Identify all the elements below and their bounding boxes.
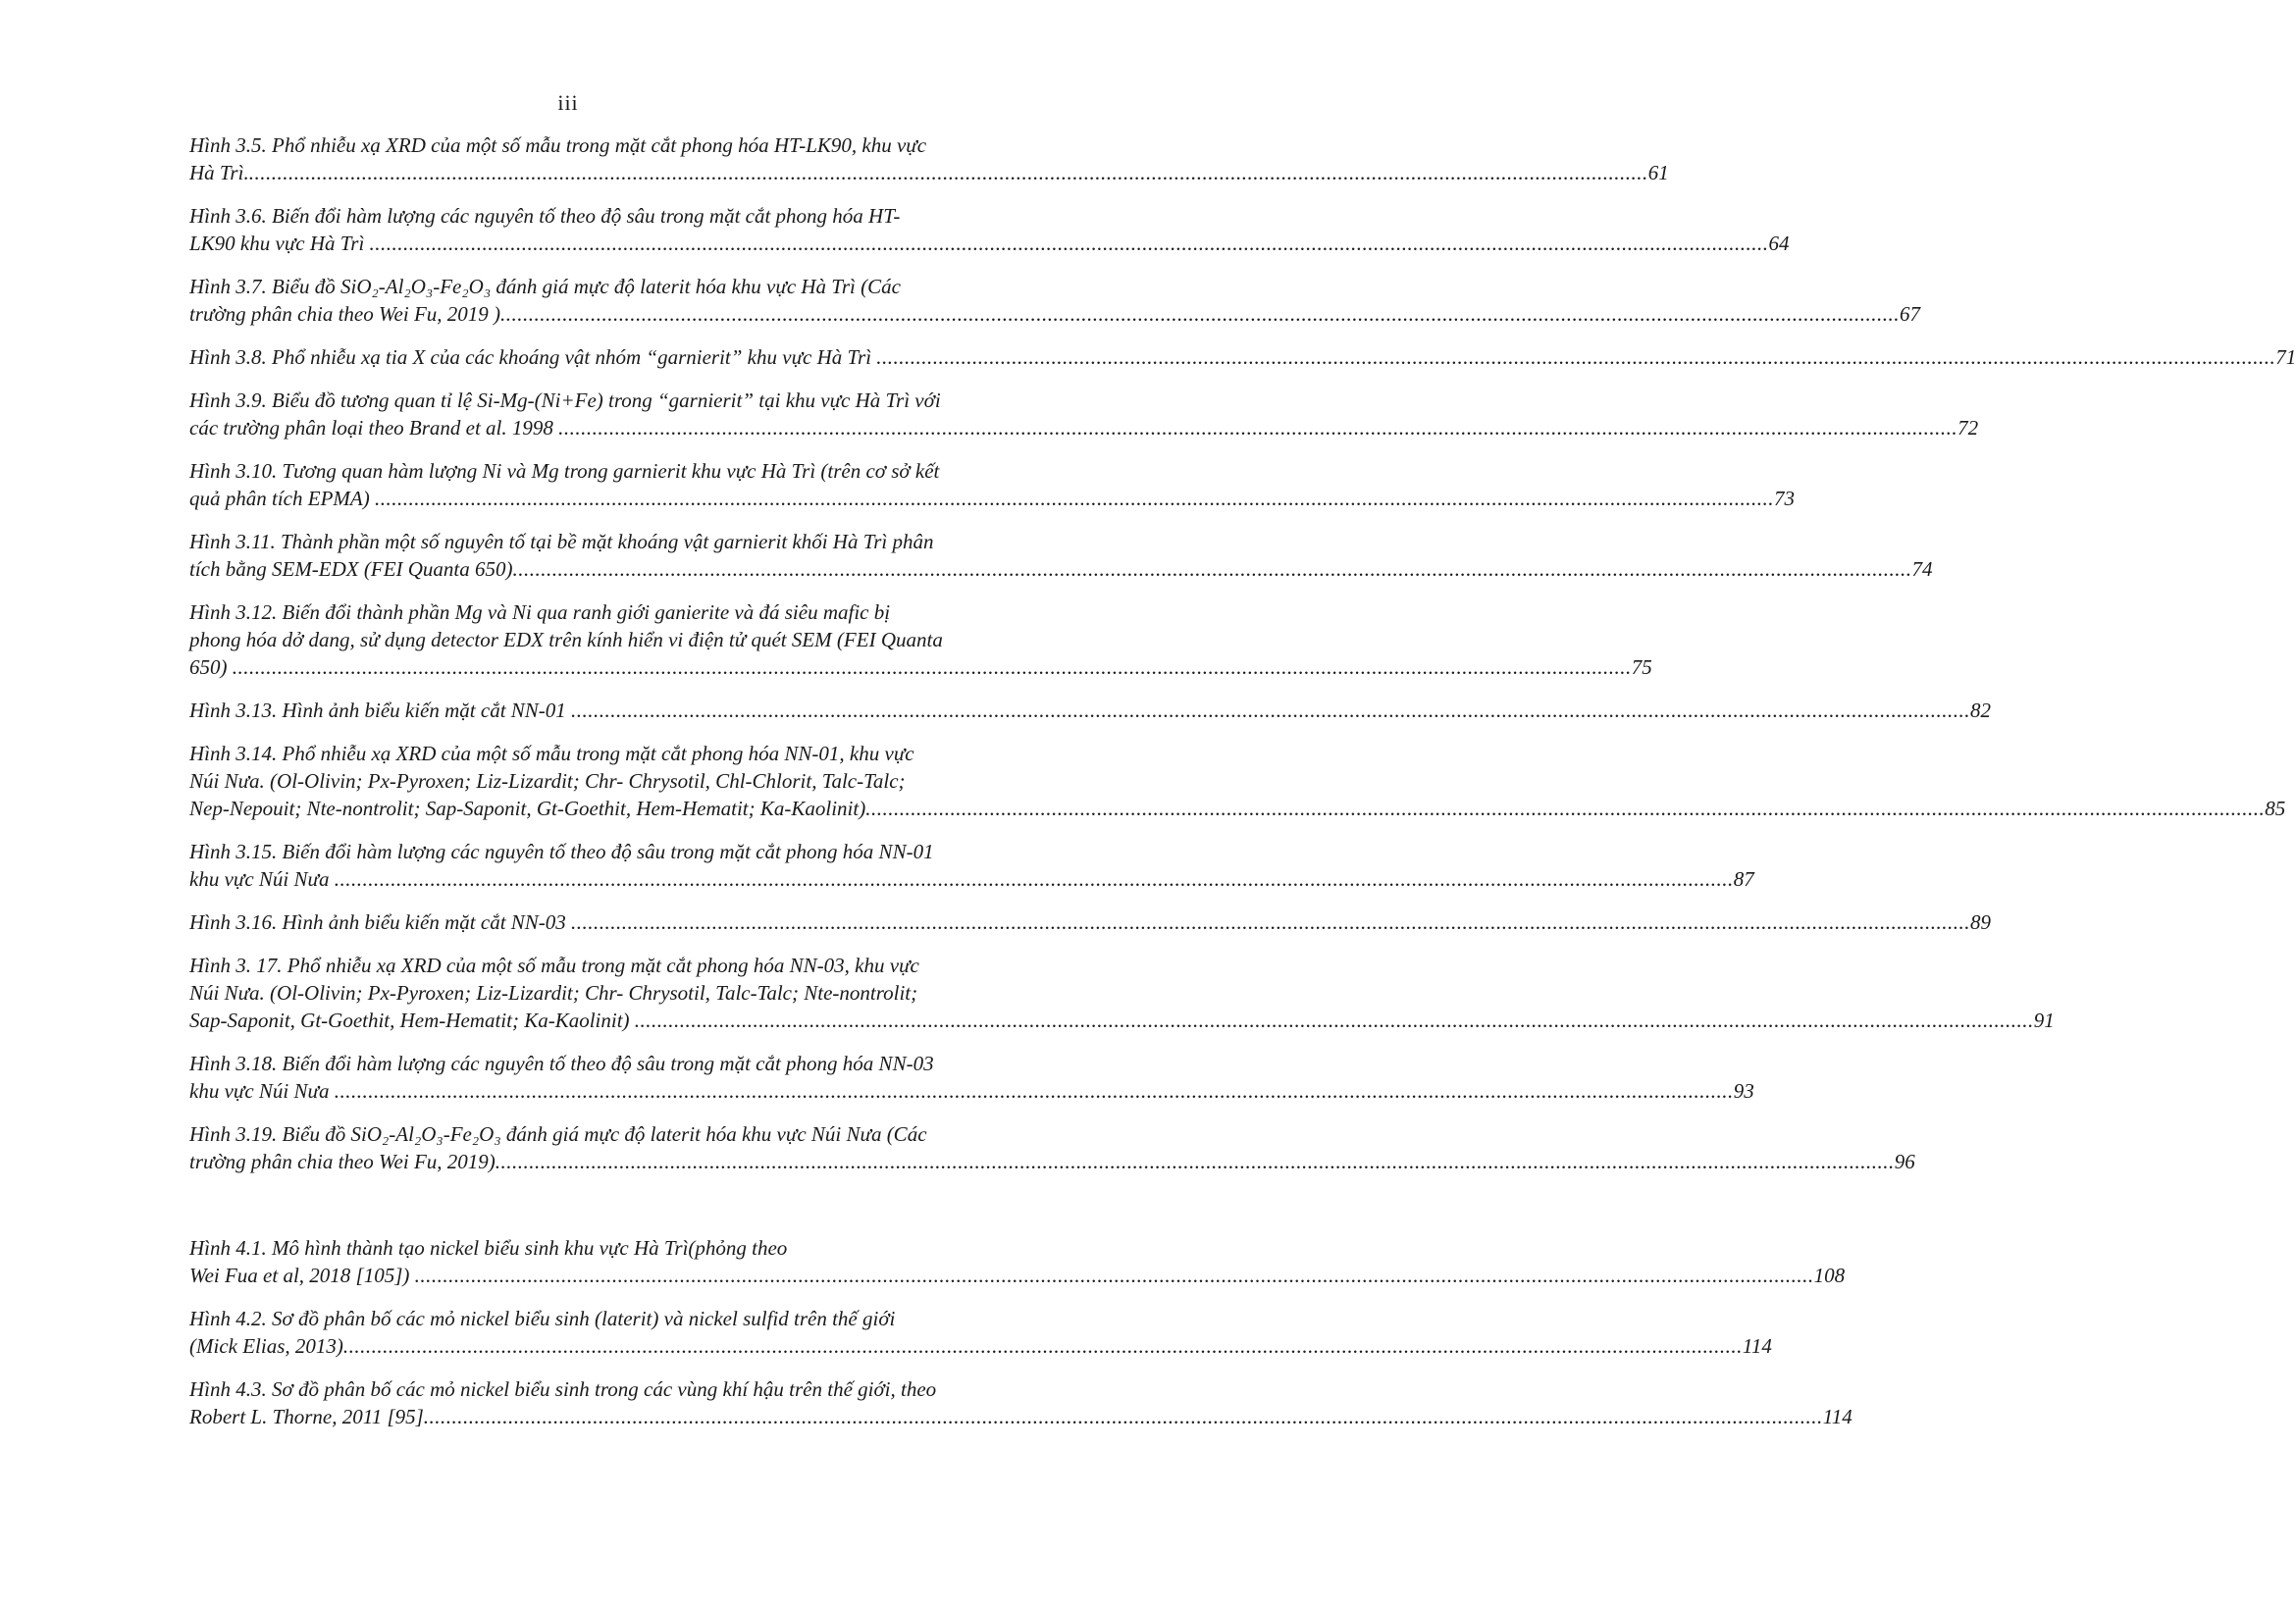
dot-leader xyxy=(343,1334,1743,1358)
toc-entry[interactable] xyxy=(189,528,1933,583)
chapter-4-figures xyxy=(189,1234,1852,1430)
toc-entry-text: tích bằng SEM-EDX (FEI Quanta 650) xyxy=(189,557,513,581)
toc-entry-text: Sap-Saponit, Gt-Goethit, Hem-Hematit; Ka-Kaolinit) xyxy=(189,1009,635,1032)
toc-entry-leader-line xyxy=(189,697,1992,724)
dot-leader xyxy=(513,557,1912,581)
dot-leader xyxy=(424,1405,1823,1428)
toc-entry[interactable] xyxy=(189,1375,1852,1430)
toc-entry[interactable] xyxy=(189,838,1754,893)
toc-entry-line: Hình 3.9. Biểu đồ tương quan tỉ lệ Si-Mg-(Ni+Fe) trong “garnierit” tại khu vực Hà Trì với xyxy=(189,389,941,412)
toc-entry-line: Hình 3. 17. Phổ nhiễu xạ XRD của một số mẫu trong mặt cắt phong hóa NN-03, khu vực xyxy=(189,954,919,977)
toc-entry-line: Hình 4.2. Sơ đồ phân bố các mỏ nickel biểu sinh (laterit) và nickel sulfid trên thế giới xyxy=(189,1307,896,1330)
toc-page-number[interactable]: 67 xyxy=(1900,302,1921,326)
toc-entry-text: khu vực Núi Nưa xyxy=(189,867,335,891)
toc-entry-line: Núi Nưa. (Ol-Olivin; Px-Pyroxen; Liz-Lizardit; Chr- Chrysotil, Talc-Talc; Nte-nontrolit; xyxy=(189,981,918,1005)
toc-entry[interactable] xyxy=(189,740,2286,822)
toc-entry[interactable] xyxy=(189,343,2296,371)
dot-leader xyxy=(249,161,1648,184)
toc-page-number[interactable]: 85 xyxy=(2265,797,2286,820)
toc-page-number[interactable]: 87 xyxy=(1733,867,1754,891)
toc-page-number[interactable]: 73 xyxy=(1773,487,1795,510)
dot-leader xyxy=(635,1009,2034,1032)
toc-entry-text: 650) xyxy=(189,655,233,679)
toc-page-number[interactable]: 61 xyxy=(1647,161,1669,184)
toc-entry-text: các trường phân loại theo Brand et al. 1998 xyxy=(189,416,559,440)
toc-entry-text: Hình 4.1. Mô hình thành tạo nickel biểu sinh khu vực Hà Trì xyxy=(189,1236,689,1260)
toc-page-number[interactable]: 82 xyxy=(1970,699,1992,722)
toc-entry[interactable] xyxy=(189,697,1992,724)
toc-entry-line: Hình 3.19. Biểu đồ SiO₂-Al₂O₃-Fe₂O₃ đánh giá mực độ laterit hóa khu vực Núi Nưa (Các xyxy=(189,1122,927,1146)
toc-entry-line: Hình 3.15. Biến đổi hàm lượng các nguyên tố theo độ sâu trong mặt cắt phong hóa NN-01 xyxy=(189,840,934,863)
toc-entry-leader-line xyxy=(189,343,2296,371)
toc-entry-text: LK90 khu vực Hà Trì xyxy=(189,232,370,255)
toc-entry[interactable] xyxy=(189,457,1795,512)
toc-entry-leader-line xyxy=(189,1332,1772,1360)
toc-entry-line xyxy=(189,1234,1030,1262)
dot-leader xyxy=(500,302,1900,326)
figure-list xyxy=(189,131,2296,1446)
toc-page-number[interactable]: 96 xyxy=(1894,1150,1915,1173)
toc-entry[interactable] xyxy=(189,908,1992,936)
toc-entry-text: Robert L. Thorne, 2011 [95] xyxy=(189,1405,424,1428)
toc-page-number[interactable]: 64 xyxy=(1768,232,1790,255)
dot-leader xyxy=(335,1079,1734,1103)
toc-entry-leader-line xyxy=(189,414,1979,441)
toc-entry[interactable] xyxy=(189,1050,1754,1105)
dot-leader xyxy=(876,345,2275,369)
toc-page-number[interactable]: 72 xyxy=(1957,416,1979,440)
dot-leader xyxy=(415,1264,1814,1287)
toc-entry[interactable] xyxy=(189,952,2055,1034)
toc-entry[interactable] xyxy=(189,273,1921,328)
toc-entry-line: Núi Nưa. (Ol-Olivin; Px-Pyroxen; Liz-Lizardit; Chr- Chrysotil, Chl-Chlorit, Talc-Talc; xyxy=(189,769,906,793)
dot-leader xyxy=(865,797,2265,820)
dot-leader xyxy=(370,232,1769,255)
toc-entry-text: trường phân chia theo Wei Fu, 2019 ) xyxy=(189,302,501,326)
toc-entry-leader-line xyxy=(189,653,1652,681)
toc-entry-line: Hình 3.18. Biến đổi hàm lượng các nguyên tố theo độ sâu trong mặt cắt phong hóa NN-03 xyxy=(189,1052,934,1075)
dot-leader xyxy=(571,910,1970,934)
toc-entry[interactable] xyxy=(189,598,1652,681)
toc-entry-text: Wei Fua et al, 2018 [105]) xyxy=(189,1264,415,1287)
toc-page-number[interactable]: 114 xyxy=(1822,1405,1852,1428)
toc-entry-text: quả phân tích EPMA) xyxy=(189,487,375,510)
dot-leader xyxy=(335,867,1734,891)
toc-entry-line: Hình 3.11. Thành phần một số nguyên tố tại bề mặt khoáng vật garnierit khối Hà Trì phân xyxy=(189,530,934,553)
toc-entry-text: khu vực Núi Nưa xyxy=(189,1079,335,1103)
toc-entry-text: Hình 3.8. Phổ nhiễu xạ tia X của các khoáng vật nhóm “garnierit” khu vực Hà Trì xyxy=(189,345,877,369)
page-number: iii xyxy=(557,90,579,115)
dot-leader xyxy=(558,416,1957,440)
toc-entry-leader-line xyxy=(189,1007,2055,1034)
toc-entry-leader-line xyxy=(189,485,1795,512)
toc-entry-line: Hình 4.3. Sơ đồ phân bố các mỏ nickel biểu sinh trong các vùng khí hậu trên thế giới, theo xyxy=(189,1377,937,1401)
toc-page-number[interactable]: 93 xyxy=(1733,1079,1754,1103)
toc-entry[interactable] xyxy=(189,387,1979,441)
toc-page-number[interactable]: 75 xyxy=(1631,655,1652,679)
toc-entry[interactable] xyxy=(189,1234,1846,1289)
toc-entry-leader-line xyxy=(189,865,1754,893)
toc-entry[interactable] xyxy=(189,202,1790,257)
toc-entry-text: Nep-Nepouit; Nte-nontrolit; Sap-Saponit, Gt-Goethit, Hem-Hematit; Ka-Kaolinit) xyxy=(189,797,866,820)
toc-entry-line: Hình 3.7. Biểu đồ SiO₂-Al₂O₃-Fe₂O₃ đánh giá mực độ laterit hóa khu vực Hà Trì (Các xyxy=(189,275,901,298)
toc-entry-text: (Mick Elias, 2013) xyxy=(189,1334,343,1358)
toc-page-number[interactable]: 114 xyxy=(1742,1334,1772,1358)
toc-entry-line: Hình 3.10. Tương quan hàm lượng Ni và Mg trong garnierit khu vực Hà Trì (trên cơ sở kết xyxy=(189,459,940,483)
toc-entry-text: (phỏng theo xyxy=(688,1236,788,1260)
dot-leader xyxy=(375,487,1774,510)
toc-entry-text: Hà Trì. xyxy=(189,161,249,184)
toc-entry-leader-line xyxy=(189,555,1933,583)
toc-entry-line: Hình 3.5. Phổ nhiễu xạ XRD của một số mẫu trong mặt cắt phong hóa HT-LK90, khu vực xyxy=(189,133,927,157)
toc-page-number[interactable]: 89 xyxy=(1970,910,1992,934)
dot-leader xyxy=(571,699,1970,722)
toc-entry-leader-line xyxy=(189,159,1669,186)
toc-entry-leader-line xyxy=(189,1262,1846,1289)
toc-entry-text: Hình 3.16. Hình ảnh biểu kiến mặt cắt NN-03 xyxy=(189,910,572,934)
toc-entry-leader-line xyxy=(189,1403,1852,1430)
toc-entry-line: Hình 3.6. Biến đổi hàm lượng các nguyên tố theo độ sâu trong mặt cắt phong hóa HT- xyxy=(189,204,901,228)
toc-entry[interactable] xyxy=(189,1120,1915,1175)
dot-leader xyxy=(496,1150,1895,1173)
toc-entry-line: phong hóa dở dang, sử dụng detector EDX trên kính hiển vi điện tử quét SEM (FEI Quanta xyxy=(189,628,943,651)
toc-entry-leader-line xyxy=(189,795,2286,822)
toc-entry-text: trường phân chia theo Wei Fu, 2019) xyxy=(189,1150,496,1173)
toc-entry-leader-line xyxy=(189,230,1790,257)
toc-page-number[interactable]: 108 xyxy=(1813,1264,1846,1287)
toc-entry-line: Hình 3.14. Phổ nhiễu xạ XRD của một số mẫu trong mặt cắt phong hóa NN-01, khu vực xyxy=(189,742,914,765)
toc-page-number[interactable]: 71 xyxy=(2275,345,2296,369)
toc-entry-leader-line xyxy=(189,1148,1915,1175)
toc-entry-text: Hình 3.13. Hình ảnh biểu kiến mặt cắt NN-01 xyxy=(189,699,572,722)
toc-entry-leader-line xyxy=(189,908,1992,936)
section-gap xyxy=(189,1191,1030,1234)
toc-entry[interactable] xyxy=(189,1305,1772,1360)
toc-entry-leader-line xyxy=(189,300,1921,328)
toc-entry-line: Hình 3.12. Biến đổi thành phần Mg và Ni qua ranh giới ganierite và đá siêu mafic bị xyxy=(189,600,891,624)
toc-page-number[interactable]: 91 xyxy=(2033,1009,2055,1032)
toc-page-number[interactable]: 74 xyxy=(1911,557,1933,581)
toc-entry[interactable] xyxy=(189,131,1669,186)
dot-leader xyxy=(233,655,1632,679)
toc-entry-leader-line xyxy=(189,1077,1754,1105)
chapter-3-figures xyxy=(189,131,2296,1175)
